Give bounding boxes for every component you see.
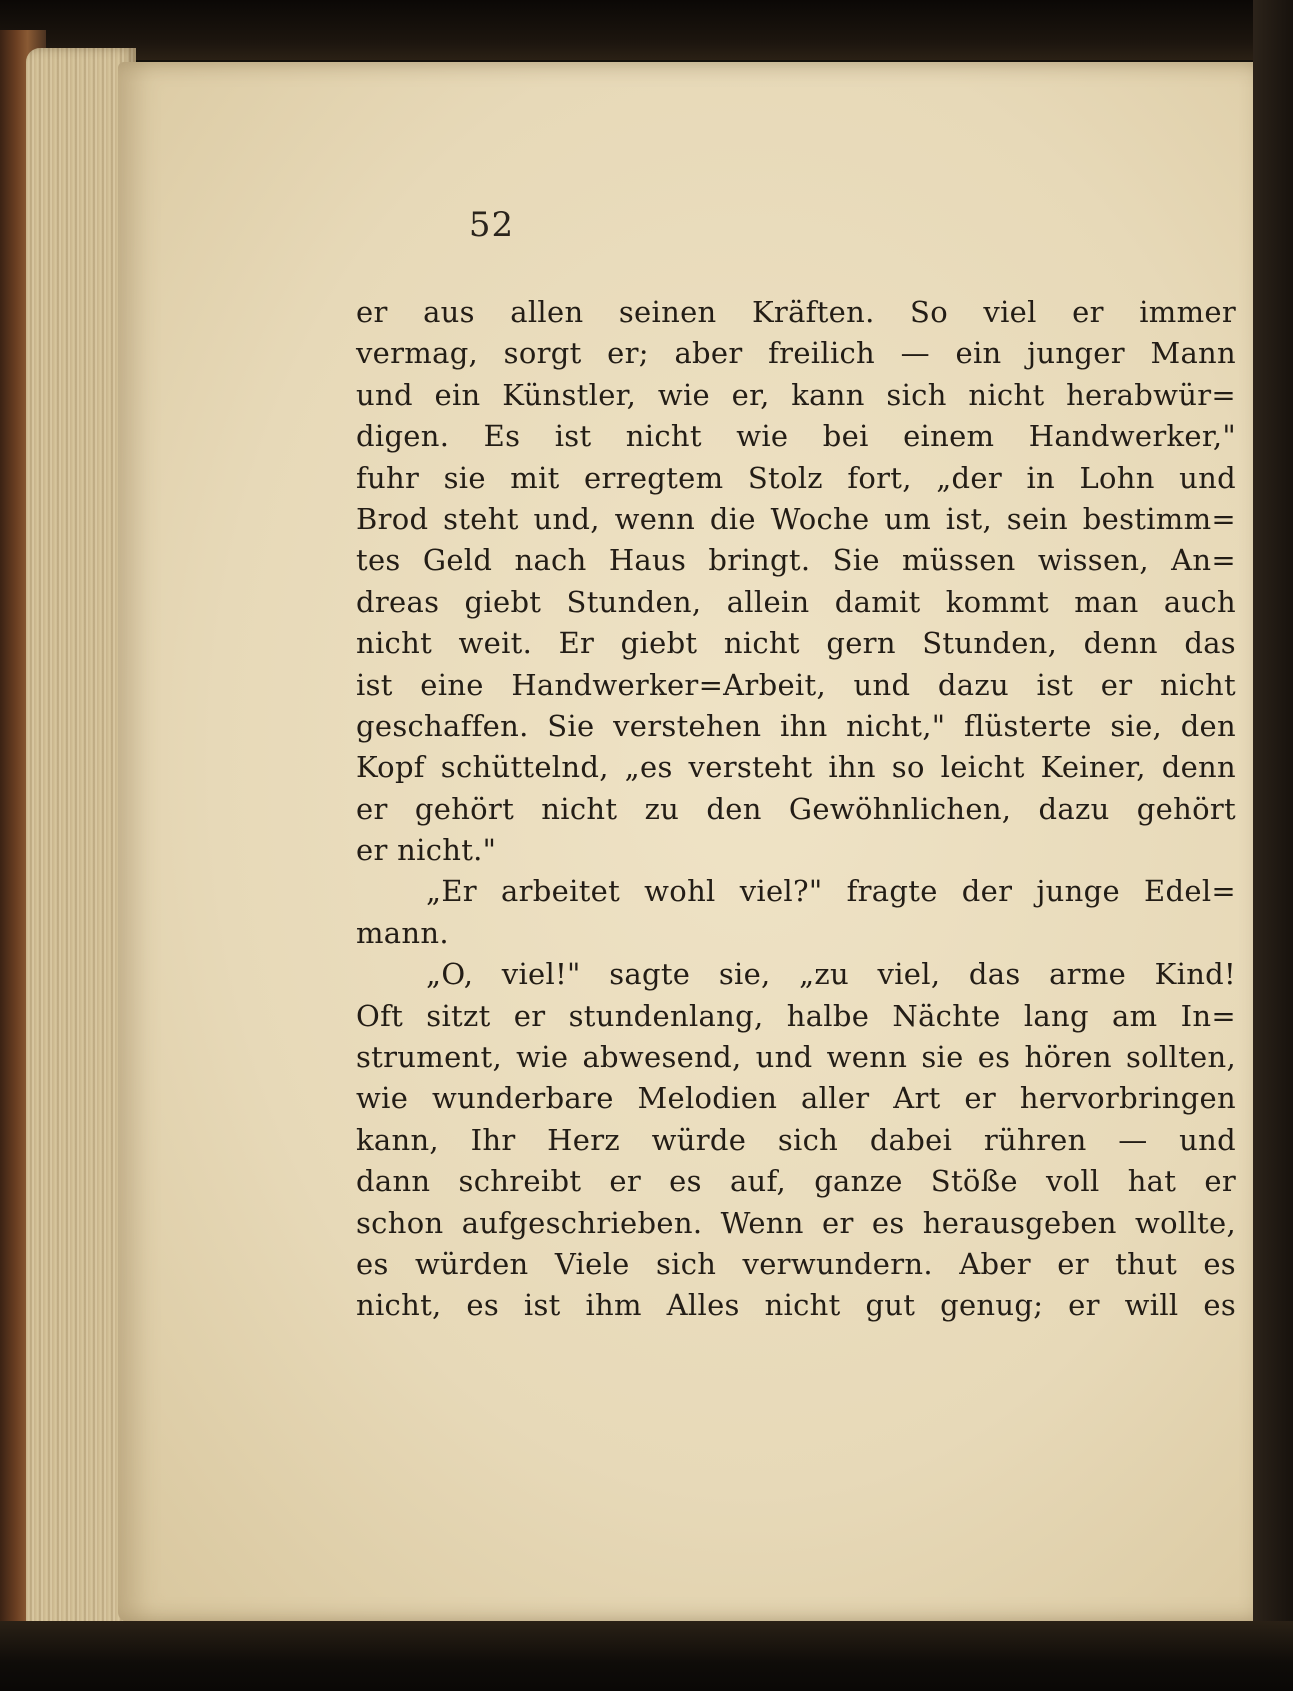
book-cover-right-edge [1253,0,1293,1691]
book-cover-bottom-edge [0,1621,1293,1691]
text-line: nicht, es ist ihm Alles nicht gut genug; er will es [356,1288,1236,1323]
text-line: er aus allen seinen Kräften. So viel er immer [356,295,1236,329]
text-line: mann. [356,915,449,950]
text-line-paragraph-start: „O, viel!" sagte sie, „zu viel, das arme Kind! [426,957,1236,992]
text-line: nicht weit. Er giebt nicht gern Stunden, denn das [356,626,1236,661]
text-line: fuhr sie mit erregtem Stolz fort, „der in Lohn und [356,460,1236,495]
text-line: wie wunderbare Melodien aller Art er hervorbringen [356,1081,1236,1116]
text-line: dreas giebt Stunden, allein damit kommt man auch [356,584,1236,619]
page-number [0,205,993,245]
text-line: Oft sitzt er stundenlang, halbe Nächte lang am In= [356,998,1236,1033]
text-line: Kopf schüttelnd, „es versteht ihn so leicht Keiner, denn [356,750,1236,785]
text-line: es würden Viele sich verwundern. Aber er thut es [356,1246,1236,1281]
text-line: tes Geld nach Haus bringt. Sie müssen wissen, An= [356,543,1236,578]
text-line: kann, Ihr Herz würde sich dabei rühren — und [356,1122,1236,1157]
text-line: und ein Künstler, wie er, kann sich nicht herabwür= [356,377,1236,412]
text-line: Brod steht und, wenn die Woche um ist, sein bestimm= [356,501,1236,536]
text-line-paragraph-start: „Er arbeitet wohl viel?" fragte der junge Edel= [426,874,1236,909]
text-line: schon aufgeschrieben. Wenn er es herausgeben wollte, [356,1205,1236,1240]
page-number-text: 52 [468,205,515,245]
book-cover-top-edge [0,0,1293,60]
text-line: digen. Es ist nicht wie bei einem Handwerker," [356,419,1236,454]
text-line: er gehört nicht zu den Gewöhnlichen, dazu gehört [356,791,1236,826]
text-line: geschaffen. Sie verstehen ihn nicht," flüsterte sie, den [356,708,1236,743]
body-text [356,292,1236,1327]
text-line: vermag, sorgt er; aber freilich — ein junger Mann [356,336,1236,371]
text-line: strument, wie abwesend, und wenn sie es hören sollten, [356,1040,1236,1075]
text-line: ist eine Handwerker=Arbeit, und dazu ist er nicht [356,667,1236,702]
text-line: dann schreibt er es auf, ganze Stöße voll hat er [356,1164,1236,1199]
text-line: er nicht." [356,833,497,868]
